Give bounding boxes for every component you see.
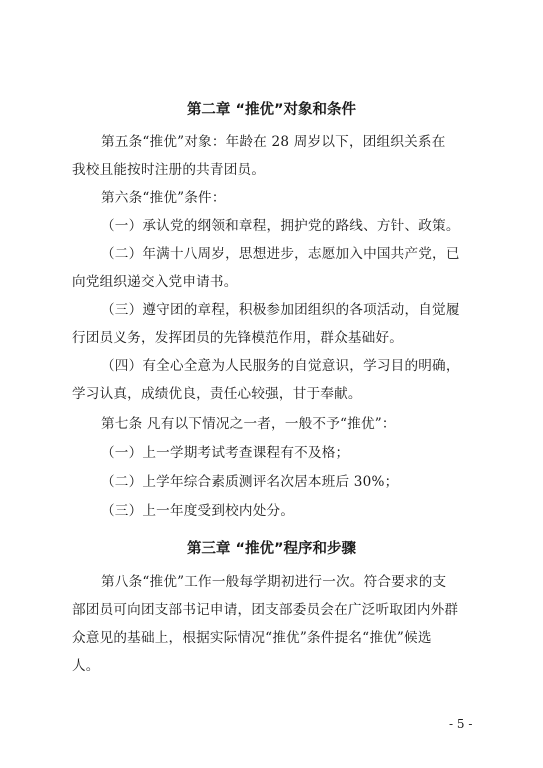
article-8-line-1: 第八条“推优”工作一般每学期初进行一次。符合要求的支 xyxy=(101,574,447,590)
article-7-intro: 第七条 凡有以下情况之一者，一般不予“推优”： xyxy=(101,416,396,432)
article-5-line-1: 第五条“推优”对象：年龄在 28 周岁以下，团组织关系在 xyxy=(101,134,446,150)
article-6-item-2-line-2: 向党组织递交入党申请书。 xyxy=(72,274,238,290)
chapter-3-heading: 第三章 “推优”程序和步骤 xyxy=(186,541,357,557)
article-6-item-4-line-2: 学习认真，成绩优良，责任心较强，甘于奉献。 xyxy=(72,386,362,402)
article-6-item-4-line-1: （四）有全心全意为人民服务的自觉意识，学习目的明确， xyxy=(101,358,460,374)
article-7-item-2: （二）上学年综合素质测评名次居本班后 30%； xyxy=(101,474,399,490)
page-number: - 5 - xyxy=(449,717,473,731)
article-8-line-4: 人。 xyxy=(72,658,100,674)
article-5-line-2: 我校且能按时注册的共青团员。 xyxy=(72,162,266,178)
article-6-item-3-line-2: 行团员义务，发挥团员的先锋模范作用，群众基础好。 xyxy=(72,330,404,346)
article-7-item-3: （三）上一年度受到校内处分。 xyxy=(101,503,295,519)
article-8-line-3: 众意见的基础上，根据实际情况“推优”条件提名“推优”候选 xyxy=(72,630,432,646)
article-7-item-1: （一）上一学期考试考查课程有不及格； xyxy=(101,445,350,461)
chapter-2-heading: 第二章 “推优”对象和条件 xyxy=(186,102,357,118)
article-8-line-2: 部团员可向团支部书记申请，团支部委员会在广泛听取团内外群 xyxy=(72,602,459,618)
article-6-intro: 第六条“推优”条件： xyxy=(101,190,226,206)
article-6-item-1: （一）承认党的纲领和章程，拥护党的路线、方针、政策。 xyxy=(101,218,460,234)
article-6-item-2-line-1: （二）年满十八周岁，思想进步，志愿加入中国共产党，已 xyxy=(101,246,460,262)
article-6-item-3-line-1: （三）遵守团的章程，积极参加团组织的各项活动，自觉履 xyxy=(101,302,460,318)
